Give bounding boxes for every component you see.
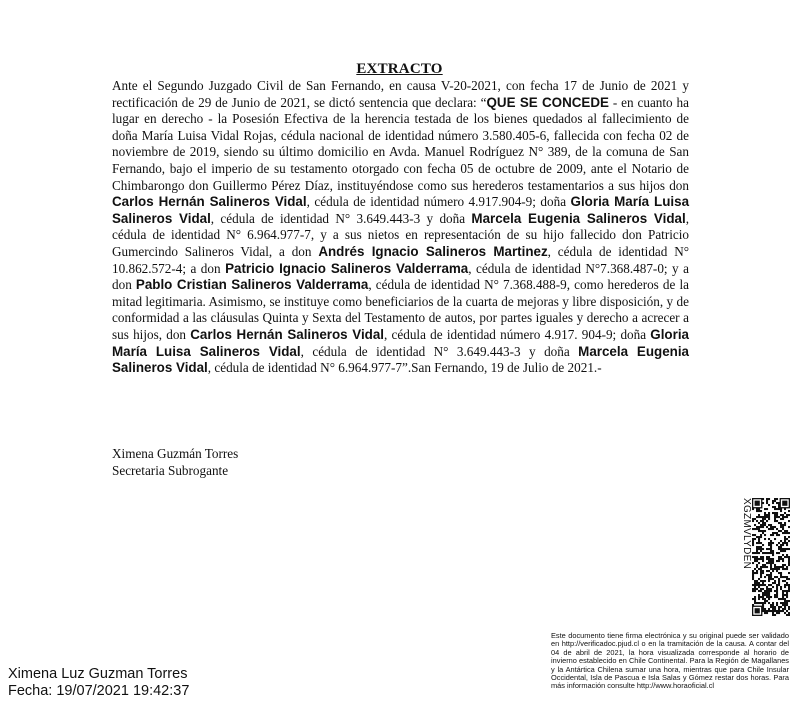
electronic-signer-name: Ximena Luz Guzman Torres [8, 666, 188, 682]
highlighted-name: Carlos Hernán Salineros Vidal [112, 194, 307, 210]
signatory-name: Ximena Guzmán Torres [112, 446, 239, 461]
paragraph-run: , cédula de identidad número 4.917.904-9; doña [306, 194, 571, 210]
highlighted-name: Marcela Eugenia Salineros Vidal [471, 210, 686, 226]
paragraph-run: , cédula de identidad N° 10.862.572-4; a don [112, 243, 689, 276]
highlighted-name: Patricio Ignacio Salineros Valderrama [225, 260, 469, 276]
signature-block [112, 445, 238, 479]
highlighted-name: Marcela Eugenia Salineros Vidal [112, 343, 690, 376]
verification-qr-code [752, 498, 790, 616]
paragraph-run: , cédula de identidad N° 7.368.488-9, como herederos de la mitad legitimaria. Asimismo, se instituye como beneficiarios de la cuarta de mejoras y libre disposición, y de conformidad a las cláusulas Quinta y Sexta del Testamento de autos, por partes iguales y derecho a acrecer a sus hijos, don [112, 277, 690, 342]
paragraph-run: , cédula de identidad N°7.368.487-0; y a don [112, 260, 689, 293]
highlighted-name: Pablo Cristian Salineros Valderrama [135, 277, 369, 293]
paragraph-run: , cédula de identidad N° 6.964.977-7”.San Fernando, 19 de Julio de 2021.- [207, 360, 602, 376]
paragraph-run: - en cuanto ha lugar en derecho - la Posesión Efectiva de la herencia testada de los bienes quedados al fallecimiento de doña María Luisa Vidal Rojas, cédula nacional de identidad número 3.580.405-6, fallecida con fecha 02 de noviembre de 2019, siendo su último domicilio en Avda. Manuel Rodríguez N° 389, de la comuna de San Fernando, bajo el imperio de su testamento otorgado con fecha 05 de octubre de 2009, ante el Notario de Chimbarongo don Guillermo Pérez Díaz, instituyéndose como sus herederos testamentarios a sus hijos don [112, 94, 689, 193]
document-title: EXTRACTO [356, 61, 443, 77]
highlighted-name: Carlos Hernán Salineros Vidal [190, 326, 385, 342]
electronic-signature-notice: Este documento tiene firma electrónica y su original puede ser validado en http://verificadoc.pjud.cl o en la tramitación de la causa. A contar del 04 de abril de 2021, la hora visualizada corresponde al horario de invierno establecido en Chile Continental. Para la Región de Magallanes y la Antártica Chilena sumar una hora, mientras que para Chile Insular Occidental, Isla de Pascua e Isla Salas y Gómez restar dos horas. Para más información consulte http://www.horaoficial.cl [551, 631, 789, 691]
verification-code: XGZMVLYDEN [741, 498, 752, 570]
paragraph-run: , cédula de identidad N° 3.649.443-3 y doña [300, 343, 579, 359]
electronic-signer-block [8, 666, 189, 700]
highlighted-name: Gloria María Luisa Salineros Vidal [112, 194, 690, 226]
paragraph-run: , cédula de identidad N° 6.964.977-7, y a sus nietos en representación de su hijo fallecido don Patricio Gumercindo Salineros Vidal, a don [112, 210, 689, 259]
paragraph-run: Ante el Segundo Juzgado Civil de San Fernando, en causa V-20-2021, con fecha 17 de Junio de 2021 y rectificación de 29 de Junio de 2021, se dictó sentencia que declara: “ [112, 78, 689, 110]
extract-body-paragraph [112, 78, 689, 377]
paragraph-run: , cédula de identidad N° 3.649.443-3 y doña [210, 210, 472, 226]
highlighted-name: Andrés Ignacio Salineros Martinez [318, 243, 548, 259]
paragraph-run: , cédula de identidad número 4.917. 904-9; doña [384, 326, 651, 342]
highlighted-name: Gloria María Luisa Salineros Vidal [112, 326, 689, 359]
signatory-role: Secretaria Subrogante [112, 463, 229, 478]
electronic-signature-date: Fecha: 19/07/2021 19:42:37 [8, 683, 190, 699]
highlighted-name: QUE SE CONCEDE [486, 94, 609, 110]
